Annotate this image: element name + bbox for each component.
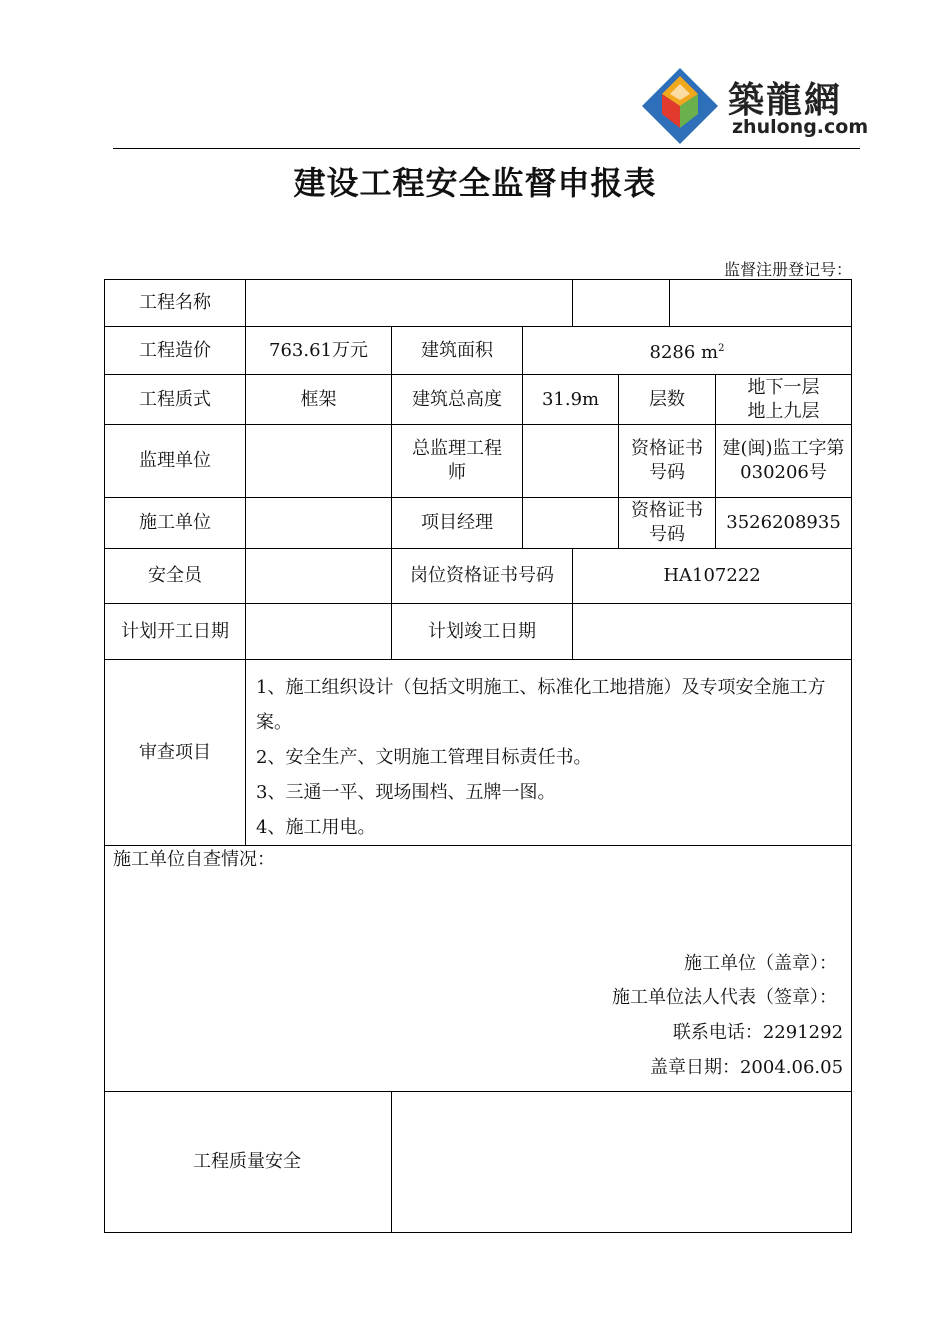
safety-officer-label: 安全员 (105, 549, 246, 604)
cert-no-value-1[interactable]: 建(闽)监工字第030206号 (716, 425, 852, 498)
post-cert-value[interactable]: HA107222 (573, 549, 852, 604)
chief-engineer-label: 总监理工程师 (392, 425, 523, 498)
review-items (246, 660, 852, 846)
review-item: 2、安全生产、文明施工管理目标责任书。 (256, 747, 592, 768)
floors-value-line-2: 地上九层 (747, 400, 820, 422)
construction-unit-value[interactable] (246, 498, 392, 549)
logo-cube-icon (640, 66, 720, 146)
project-name-label: 工程名称 (105, 280, 246, 327)
area-value[interactable]: 8286 $m^2$ (523, 327, 852, 375)
supervisor-unit-label: 监理单位 (105, 425, 246, 498)
end-date-value[interactable] (573, 604, 852, 660)
post-cert-label: 岗位资格证书号码 (392, 549, 573, 604)
cost-value[interactable]: 763.61万元 (246, 327, 392, 375)
construction-unit-label: 施工单位 (105, 498, 246, 549)
review-item: 1、施工组织设计（包括文明施工、标准化工地措施）及专项安全施工方案。 (256, 677, 826, 733)
quality-safety-label: 工程质量安全 (105, 1092, 392, 1233)
logo-en-text: zhulong.com (732, 116, 869, 138)
start-date-label: 计划开工日期 (105, 604, 246, 660)
stamp-line: 施工单位（盖章）： (684, 953, 838, 974)
project-name-extra-1[interactable] (573, 280, 670, 327)
supervisor-unit-value[interactable] (246, 425, 392, 498)
floors-value[interactable] (716, 375, 852, 425)
review-item: 3、三通一平、现场围档、五牌一图。 (256, 782, 556, 803)
page-title: 建设工程安全监督申报表 (293, 164, 657, 202)
chief-engineer-value[interactable] (523, 425, 619, 498)
nature-label: 工程质式 (105, 375, 246, 425)
header-divider (113, 148, 860, 149)
pm-label: 项目经理 (392, 498, 523, 549)
cost-label: 工程造价 (105, 327, 246, 375)
representative-line: 施工单位法人代表（签章）： (612, 987, 838, 1008)
end-date-label: 计划竣工日期 (392, 604, 573, 660)
height-label: 建筑总高度 (392, 375, 523, 425)
safety-officer-value[interactable] (246, 549, 392, 604)
floors-label: 层数 (619, 375, 716, 425)
review-item: 4、施工用电。 (256, 817, 376, 838)
pm-value[interactable] (523, 498, 619, 549)
registration-label: 监督注册登记号： (723, 260, 852, 279)
cert-no-value-2[interactable]: 3526208935 (716, 498, 852, 549)
floors-value-line-1: 地下一层 (747, 376, 820, 398)
stamp-date-line: 盖章日期：2004.06.05 (649, 1057, 844, 1078)
logo (640, 66, 869, 146)
area-label: 建筑面积 (392, 327, 523, 375)
self-check-label: 施工单位自查情况： (113, 849, 275, 870)
height-value[interactable]: 31.9m (523, 375, 619, 425)
nature-value[interactable]: 框架 (246, 375, 392, 425)
cert-no-label-2: 资格证书号码 (619, 498, 716, 549)
project-name-value[interactable] (246, 280, 573, 327)
phone-line: 联系电话：2291292 (672, 1022, 844, 1043)
project-name-extra-2[interactable] (670, 280, 852, 327)
quality-safety-value[interactable] (392, 1092, 852, 1233)
review-label: 审查项目 (105, 660, 246, 846)
self-check-section[interactable] (105, 846, 852, 1092)
start-date-value[interactable] (246, 604, 392, 660)
logo-cn-text: 築龍網 (728, 79, 843, 121)
cert-no-label-1: 资格证书号码 (619, 425, 716, 498)
declaration-form (104, 279, 852, 1233)
